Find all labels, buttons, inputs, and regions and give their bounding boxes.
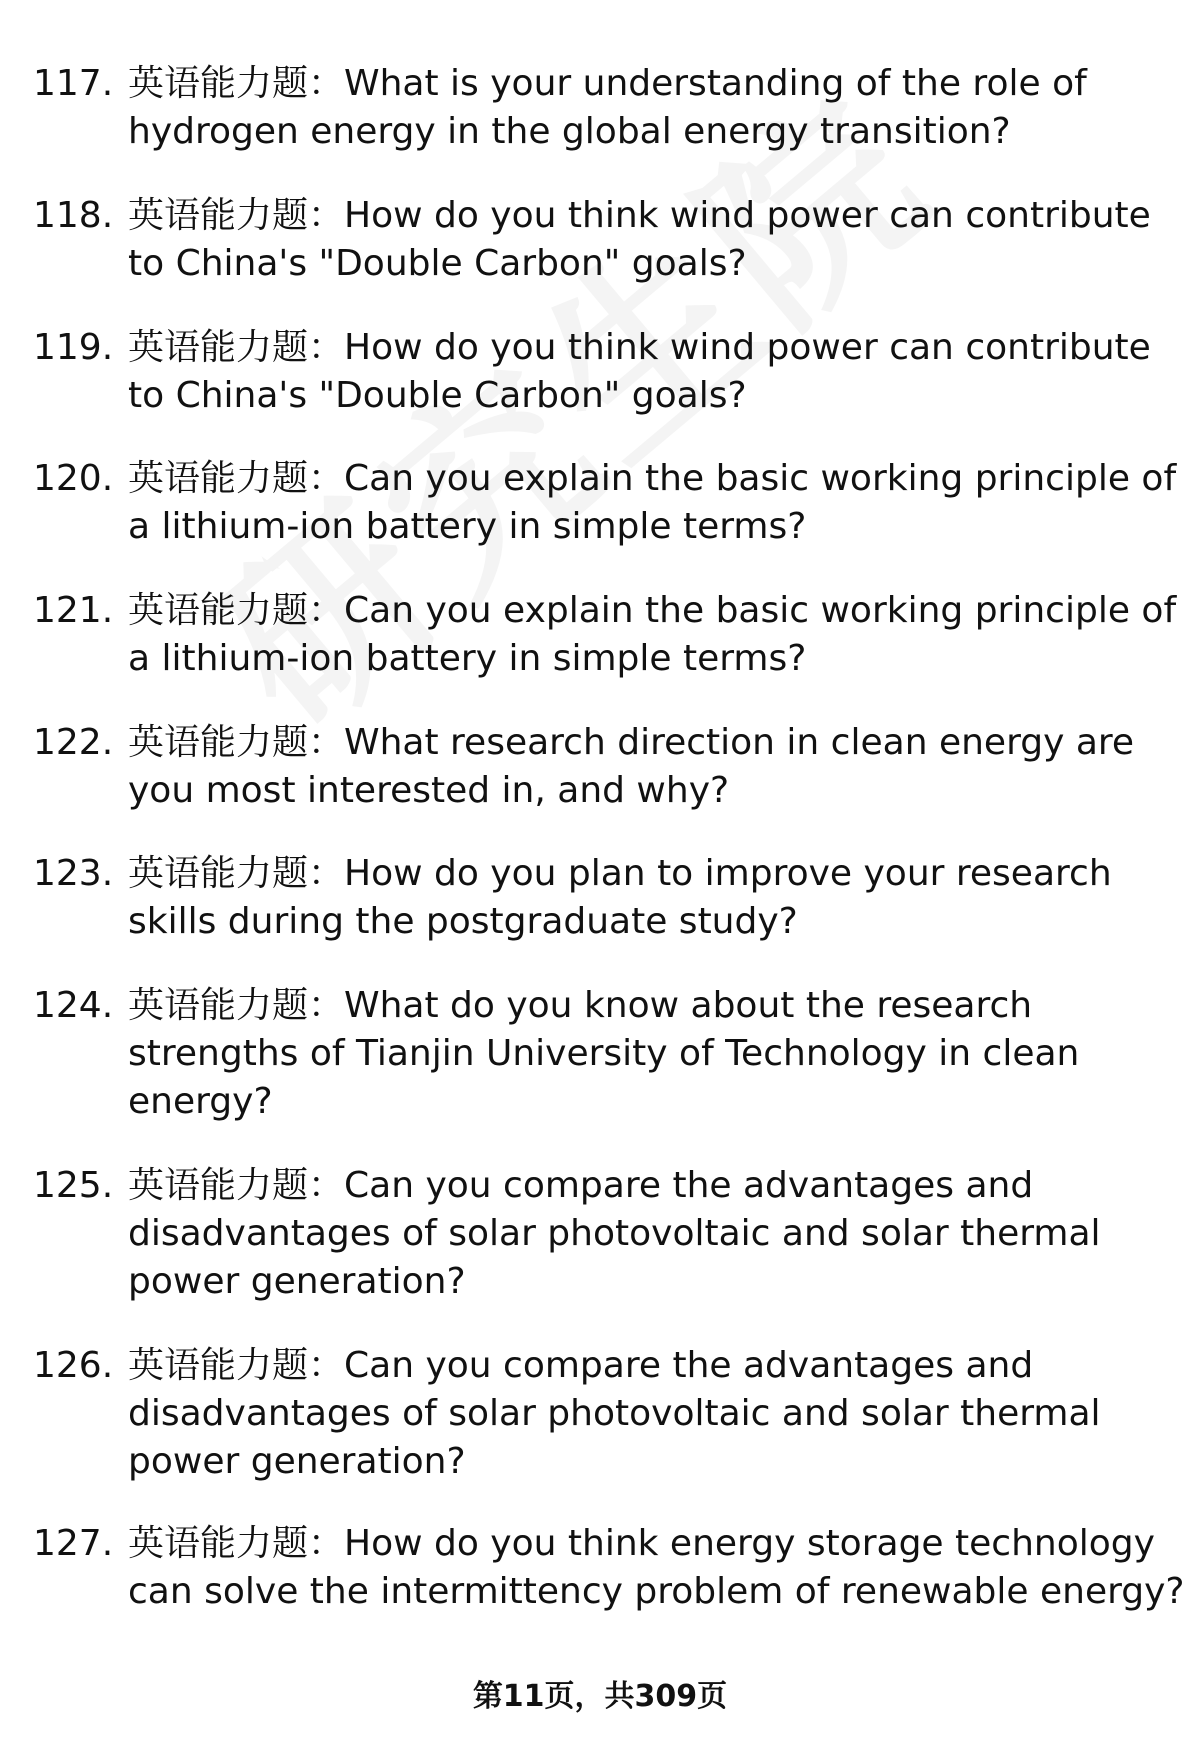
question-number: 117. xyxy=(33,63,114,104)
question-line: power generation? xyxy=(128,1441,466,1482)
question-line: strengths of Tianjin University of Technology in clean xyxy=(128,1033,1080,1074)
question-text xyxy=(128,455,1177,551)
question-line: 英语能力题：Can you explain the basic working principle of xyxy=(128,458,1177,499)
question-number: 123. xyxy=(33,853,114,894)
question-line: can solve the intermittency problem of renewable energy? xyxy=(128,1571,1185,1612)
question-line: disadvantages of solar photovoltaic and solar thermal xyxy=(128,1393,1101,1434)
question-line: a lithium-ion battery in simple terms? xyxy=(128,638,807,679)
question-text xyxy=(128,587,1177,683)
question-line: energy? xyxy=(128,1081,273,1122)
question-text xyxy=(128,1342,1158,1486)
question-line: power generation? xyxy=(128,1261,466,1302)
question-line: disadvantages of solar photovoltaic and solar thermal xyxy=(128,1213,1101,1254)
question-text xyxy=(128,850,1158,946)
question-text xyxy=(128,1162,1158,1306)
question-number: 126. xyxy=(33,1345,114,1386)
question-number: 119. xyxy=(33,327,114,368)
question-line: 英语能力题：Can you explain the basic working principle of xyxy=(128,590,1177,631)
question-line: 英语能力题：What research direction in clean energy are xyxy=(128,722,1135,763)
question-text xyxy=(128,982,1158,1126)
question-text xyxy=(128,324,1158,420)
question-text xyxy=(128,719,1158,815)
question-number: 120. xyxy=(33,458,114,499)
question-line: 英语能力题：How do you think energy storage technology xyxy=(128,1523,1155,1564)
question-line: skills during the postgraduate study? xyxy=(128,901,798,942)
question-text xyxy=(128,1520,1185,1616)
question-line: 英语能力题：Can you compare the advantages and xyxy=(128,1165,1034,1206)
question-number: 125. xyxy=(33,1165,114,1206)
question-line: a lithium-ion battery in simple terms? xyxy=(128,506,807,547)
page-indicator: 第11页，共309页 xyxy=(472,1679,728,1714)
question-number: 121. xyxy=(33,590,114,631)
question-line: 英语能力题：How do you think wind power can contribute xyxy=(128,327,1151,368)
question-number: 118. xyxy=(33,195,114,236)
question-line: you most interested in, and why? xyxy=(128,770,730,811)
question-line: 英语能力题：How do you plan to improve your research xyxy=(128,853,1112,894)
question-line: 英语能力题：How do you think wind power can contribute xyxy=(128,195,1151,236)
question-line: hydrogen energy in the global energy transition? xyxy=(128,111,1011,152)
question-number: 124. xyxy=(33,985,114,1026)
question-number: 122. xyxy=(33,722,114,763)
question-text xyxy=(128,192,1158,288)
question-number: 127. xyxy=(33,1523,114,1564)
question-line: to China's "Double Carbon" goals? xyxy=(128,375,747,416)
question-text xyxy=(128,60,1158,156)
question-line: 英语能力题：Can you compare the advantages and xyxy=(128,1345,1034,1386)
question-line: 英语能力题：What do you know about the research xyxy=(128,985,1033,1026)
question-line: 英语能力题：What is your understanding of the role of xyxy=(128,63,1087,104)
question-line: to China's "Double Carbon" goals? xyxy=(128,243,747,284)
